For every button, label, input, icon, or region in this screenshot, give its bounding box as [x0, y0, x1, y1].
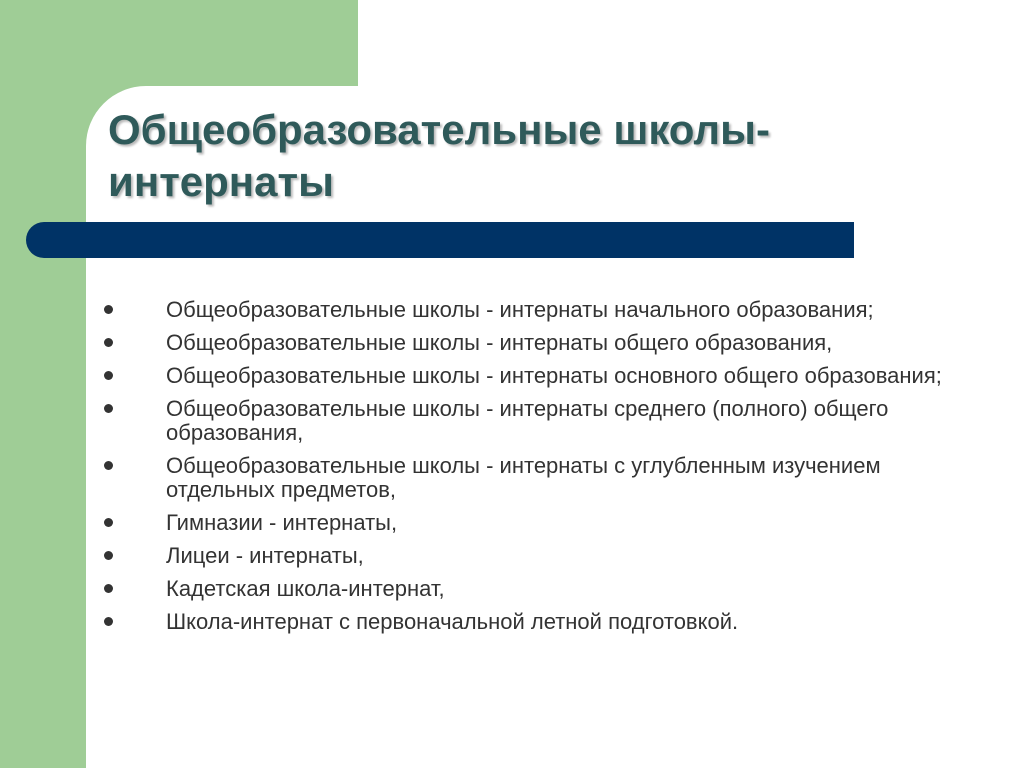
slide-title-line-2: интернаты	[108, 158, 334, 205]
green-side-band	[0, 0, 86, 768]
bullet-dot-icon	[104, 551, 113, 560]
bullet-text: Кадетская школа-интернат,	[166, 576, 445, 601]
bullet-text: Общеобразовательные школы - интернаты среднего (полного) общего образования,	[166, 396, 889, 445]
bullet-item	[104, 331, 984, 355]
bullet-item	[104, 298, 984, 322]
bullet-item	[104, 610, 984, 634]
bullet-item	[104, 397, 984, 445]
bullet-item	[104, 577, 984, 601]
bullet-dot-icon	[104, 305, 113, 314]
bullet-dot-icon	[104, 461, 113, 470]
bullet-list	[104, 298, 984, 643]
bullet-text: Гимназии - интернаты,	[166, 510, 398, 535]
green-top-band	[0, 0, 358, 86]
bullet-text: Общеобразовательные школы - интернаты начального образования;	[166, 297, 874, 322]
bullet-dot-icon	[104, 338, 113, 347]
bullet-dot-icon	[104, 404, 113, 413]
bullet-item	[104, 544, 984, 568]
slide-title	[108, 104, 770, 208]
bullet-dot-icon	[104, 371, 113, 380]
slide-title-line-1: Общеобразовательные школы-	[108, 106, 770, 153]
bullet-text: Общеобразовательные школы - интернаты основного общего образования;	[166, 363, 942, 388]
bullet-item	[104, 364, 984, 388]
bullet-text: Общеобразовательные школы - интернаты с углубленным изучением отдельных предметов,	[166, 453, 881, 502]
bullet-item	[104, 454, 984, 502]
bullet-dot-icon	[104, 584, 113, 593]
bullet-item	[104, 511, 984, 535]
bullet-text: Общеобразовательные школы - интернаты общего образования,	[166, 330, 833, 355]
bullet-text: Лицеи - интернаты,	[166, 543, 364, 568]
bullet-dot-icon	[104, 617, 113, 626]
title-divider-bar	[26, 222, 854, 258]
bullet-dot-icon	[104, 518, 113, 527]
bullet-text: Школа-интернат с первоначальной летной подготовкой.	[166, 609, 739, 634]
